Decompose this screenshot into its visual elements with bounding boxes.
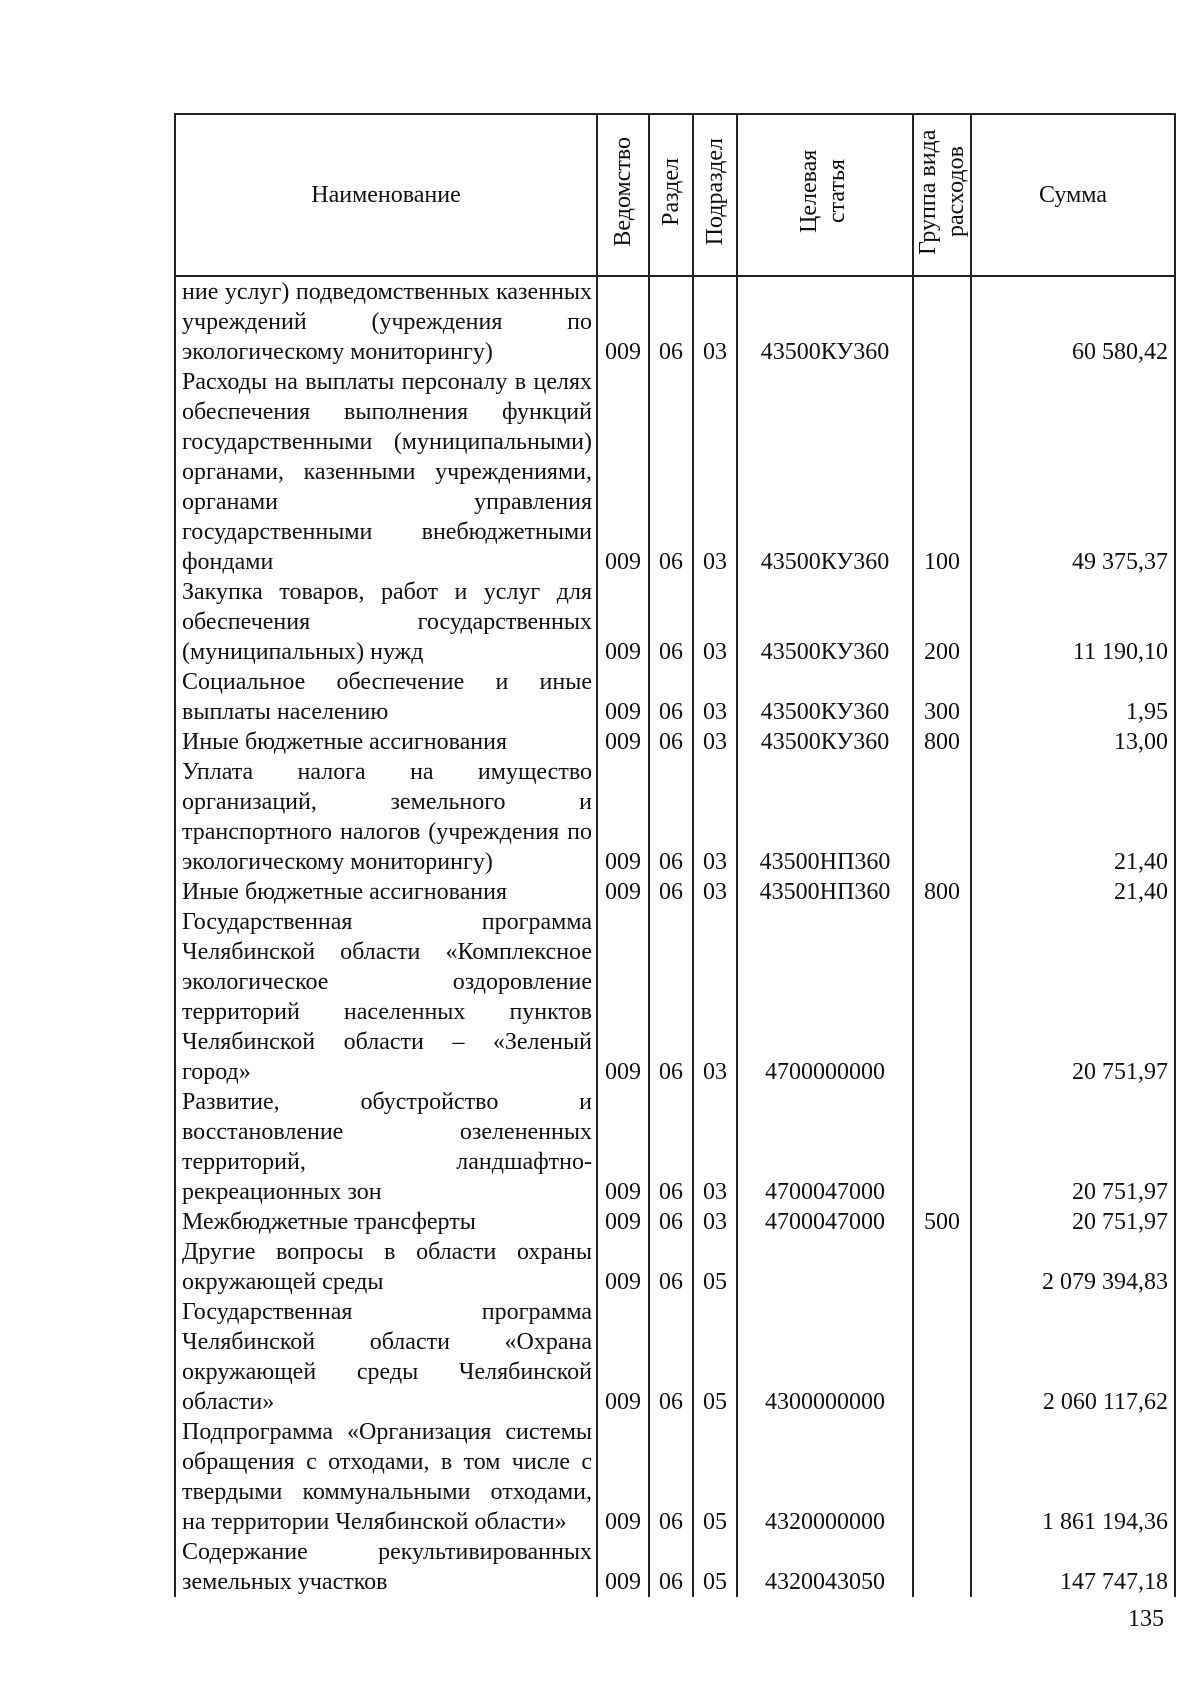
- cell-target-article: 43500КУ360: [737, 727, 913, 757]
- header-name: Наименование: [175, 114, 597, 276]
- table-header-row: [175, 114, 1175, 276]
- cell-target-article: 4320000000: [737, 1417, 913, 1537]
- header-department: Ведомство: [597, 114, 649, 276]
- table-row: [175, 757, 1175, 877]
- cell-subsection: 05: [693, 1537, 737, 1597]
- cell-subsection: 03: [693, 1087, 737, 1207]
- cell-name: Иные бюджетные ассигнования: [175, 877, 597, 907]
- cell-section: 06: [649, 577, 693, 667]
- cell-department: 009: [597, 1417, 649, 1537]
- cell-amount: 2 060 117,62: [971, 1297, 1175, 1417]
- cell-expense-group: 100: [913, 367, 971, 577]
- cell-expense-group: [913, 1537, 971, 1597]
- cell-target-article: 43500КУ360: [737, 577, 913, 667]
- cell-subsection: 03: [693, 907, 737, 1087]
- cell-subsection: 05: [693, 1237, 737, 1297]
- cell-department: 009: [597, 367, 649, 577]
- cell-amount: 13,00: [971, 727, 1175, 757]
- cell-department: 009: [597, 1207, 649, 1237]
- cell-amount: 1 861 194,36: [971, 1417, 1175, 1537]
- cell-amount: 20 751,97: [971, 907, 1175, 1087]
- cell-target-article: 4320043050: [737, 1537, 913, 1597]
- cell-target-article: 4700047000: [737, 1087, 913, 1207]
- cell-section: 06: [649, 1207, 693, 1237]
- cell-amount: 21,40: [971, 757, 1175, 877]
- cell-department: 009: [597, 577, 649, 667]
- table-row: [175, 1237, 1175, 1297]
- cell-section: 06: [649, 1537, 693, 1597]
- table-row: [175, 1207, 1175, 1237]
- cell-expense-group: 800: [913, 877, 971, 907]
- cell-amount: 20 751,97: [971, 1207, 1175, 1237]
- cell-name: Закупка товаров, работ и услуг для обеспечения государственных (муниципальных) нужд: [175, 577, 597, 667]
- cell-name: Уплата налога на имущество организаций, земельного и транспортного налогов (учреждения по экологическому мониторингу): [175, 757, 597, 877]
- cell-target-article: 4700000000: [737, 907, 913, 1087]
- table-row: [175, 1417, 1175, 1537]
- cell-target-article: 4300000000: [737, 1297, 913, 1417]
- cell-amount: 60 580,42: [971, 276, 1175, 367]
- cell-section: 06: [649, 907, 693, 1087]
- cell-department: 009: [597, 877, 649, 907]
- cell-expense-group: 300: [913, 667, 971, 727]
- table-row: [175, 727, 1175, 757]
- table-row: [175, 367, 1175, 577]
- cell-name: Государственная программа Челябинской области «Комплексное экологическое оздоровление территорий населенных пунктов Челябинской области – «Зеленый город»: [175, 907, 597, 1087]
- cell-name: Социальное обеспечение и иные выплаты населению: [175, 667, 597, 727]
- cell-section: 06: [649, 1417, 693, 1537]
- header-expense-group: Группа вида расходов: [913, 114, 971, 276]
- cell-expense-group: [913, 1237, 971, 1297]
- cell-name: Развитие, обустройство и восстановление озелененных территорий, ландшафтно-рекреационных зон: [175, 1087, 597, 1207]
- cell-subsection: 03: [693, 757, 737, 877]
- cell-amount: 2 079 394,83: [971, 1237, 1175, 1297]
- cell-target-article: 43500КУ360: [737, 667, 913, 727]
- cell-target-article: 4700047000: [737, 1207, 913, 1237]
- cell-expense-group: 800: [913, 727, 971, 757]
- cell-expense-group: [913, 276, 971, 367]
- cell-target-article: 43500КУ360: [737, 367, 913, 577]
- cell-section: 06: [649, 1297, 693, 1417]
- cell-name: Государственная программа Челябинской области «Охрана окружающей среды Челябинской области»: [175, 1297, 597, 1417]
- table-row: [175, 1297, 1175, 1417]
- cell-name: Другие вопросы в области охраны окружающей среды: [175, 1237, 597, 1297]
- cell-subsection: 03: [693, 367, 737, 577]
- cell-department: 009: [597, 1087, 649, 1207]
- cell-subsection: 03: [693, 727, 737, 757]
- cell-subsection: 03: [693, 667, 737, 727]
- cell-target-article: 43500НП360: [737, 757, 913, 877]
- table-row: [175, 276, 1175, 367]
- cell-amount: 1,95: [971, 667, 1175, 727]
- cell-target-article: [737, 1237, 913, 1297]
- cell-department: 009: [597, 1297, 649, 1417]
- cell-expense-group: [913, 1087, 971, 1207]
- cell-subsection: 03: [693, 877, 737, 907]
- cell-name: ние услуг) подведомственных казенных учреждений (учреждения по экологическому мониторингу): [175, 276, 597, 367]
- cell-expense-group: [913, 757, 971, 877]
- table-row: [175, 877, 1175, 907]
- cell-section: 06: [649, 1087, 693, 1207]
- cell-amount: 21,40: [971, 877, 1175, 907]
- cell-subsection: 05: [693, 1297, 737, 1417]
- cell-section: 06: [649, 367, 693, 577]
- cell-expense-group: [913, 907, 971, 1087]
- header-amount: Сумма: [971, 114, 1175, 276]
- cell-department: 009: [597, 276, 649, 367]
- table-row: [175, 907, 1175, 1087]
- cell-name: Иные бюджетные ассигнования: [175, 727, 597, 757]
- cell-department: 009: [597, 907, 649, 1087]
- header-target-article: Целевая статья: [737, 114, 913, 276]
- table-row: [175, 667, 1175, 727]
- cell-department: 009: [597, 1537, 649, 1597]
- cell-department: 009: [597, 757, 649, 877]
- cell-target-article: 43500НП360: [737, 877, 913, 907]
- cell-amount: 11 190,10: [971, 577, 1175, 667]
- cell-expense-group: 500: [913, 1207, 971, 1237]
- cell-department: 009: [597, 667, 649, 727]
- cell-section: 06: [649, 667, 693, 727]
- cell-amount: 20 751,97: [971, 1087, 1175, 1207]
- cell-expense-group: [913, 1297, 971, 1417]
- cell-section: 06: [649, 877, 693, 907]
- cell-subsection: 03: [693, 276, 737, 367]
- table-row: [175, 1087, 1175, 1207]
- cell-name: Расходы на выплаты персоналу в целях обеспечения выполнения функций государственными (муниципальными) органами, казенными учреждениями, органами управления государственными внебюджетными фондами: [175, 367, 597, 577]
- cell-subsection: 05: [693, 1417, 737, 1537]
- page-number: 135: [1128, 1606, 1164, 1632]
- cell-section: 06: [649, 757, 693, 877]
- header-section: Раздел: [649, 114, 693, 276]
- cell-department: 009: [597, 1237, 649, 1297]
- cell-subsection: 03: [693, 1207, 737, 1237]
- cell-section: 06: [649, 1237, 693, 1297]
- table-body: [175, 276, 1175, 1597]
- header-subsection: Подраздел: [693, 114, 737, 276]
- cell-target-article: 43500КУ360: [737, 276, 913, 367]
- cell-amount: 147 747,18: [971, 1537, 1175, 1597]
- cell-amount: 49 375,37: [971, 367, 1175, 577]
- table-row: [175, 577, 1175, 667]
- budget-table: [174, 113, 1176, 1597]
- table-row: [175, 1537, 1175, 1597]
- cell-expense-group: 200: [913, 577, 971, 667]
- cell-name: Подпрограмма «Организация системы обращения с отходами, в том числе с твердыми коммунальными отходами, на территории Челябинской области»: [175, 1417, 597, 1537]
- cell-section: 06: [649, 276, 693, 367]
- cell-name: Межбюджетные трансферты: [175, 1207, 597, 1237]
- cell-name: Содержание рекультивированных земельных участков: [175, 1537, 597, 1597]
- cell-department: 009: [597, 727, 649, 757]
- cell-subsection: 03: [693, 577, 737, 667]
- cell-expense-group: [913, 1417, 971, 1537]
- cell-section: 06: [649, 727, 693, 757]
